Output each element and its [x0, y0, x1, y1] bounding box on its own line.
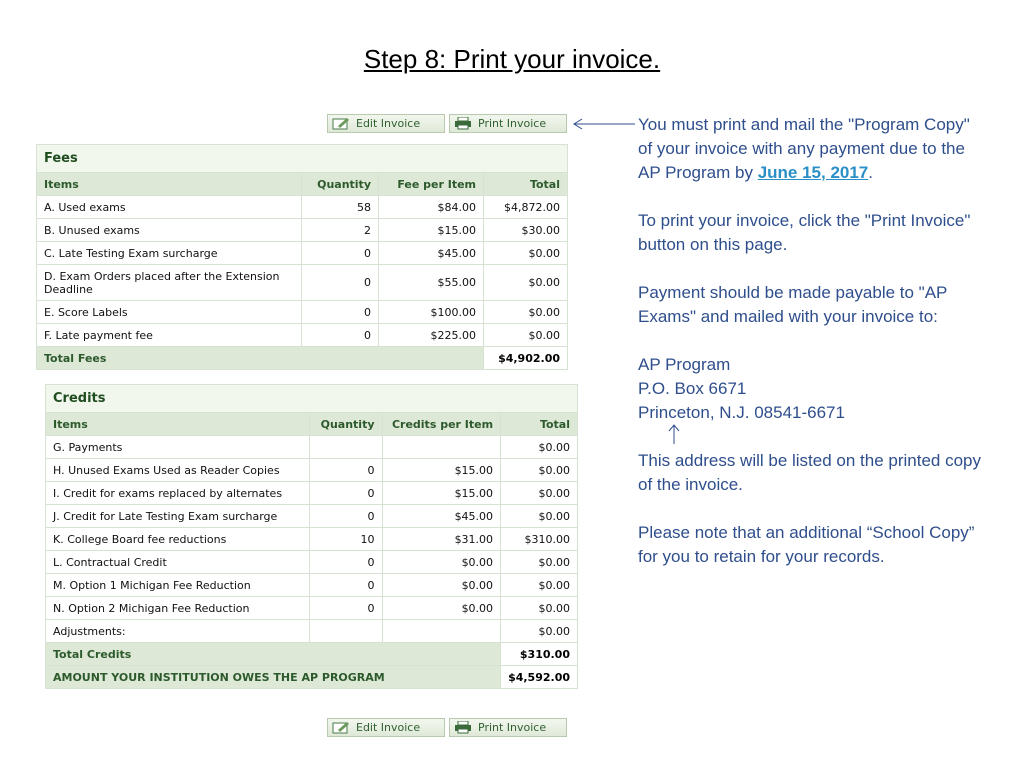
table-row [46, 459, 578, 482]
printer-icon [454, 721, 472, 734]
edit-icon [332, 721, 350, 734]
credit-qty [309, 436, 382, 459]
printer-icon [454, 117, 472, 130]
credits-table [45, 384, 578, 689]
table-row [46, 436, 578, 459]
credits-header-total: Total [501, 413, 578, 436]
table-row [46, 505, 578, 528]
credit-per-item: $15.00 [382, 482, 501, 505]
credit-item: M. Option 1 Michigan Fee Reduction [46, 574, 310, 597]
credit-total: $0.00 [501, 459, 578, 482]
note-text: . [868, 163, 873, 182]
fee-qty: 58 [302, 196, 379, 219]
address-line: P.O. Box 6671 [638, 379, 747, 398]
credit-per-item: $0.00 [382, 597, 501, 620]
note-mail-deadline [638, 113, 988, 185]
total-fees-label: Total Fees [37, 347, 484, 370]
table-row [37, 196, 568, 219]
credits-header-quantity: Quantity [309, 413, 382, 436]
table-row [46, 528, 578, 551]
table-row [46, 551, 578, 574]
fee-per-item: $225.00 [379, 324, 484, 347]
credit-item: Adjustments: [46, 620, 310, 643]
table-row [37, 219, 568, 242]
credit-qty [309, 620, 382, 643]
fee-per-item: $55.00 [379, 265, 484, 301]
credit-item: H. Unused Exams Used as Reader Copies [46, 459, 310, 482]
credit-qty: 10 [309, 528, 382, 551]
mailing-address [638, 353, 988, 425]
fees-header-fee: Fee per Item [379, 173, 484, 196]
credit-qty: 0 [309, 597, 382, 620]
credit-item: L. Contractual Credit [46, 551, 310, 574]
fee-per-item: $100.00 [379, 301, 484, 324]
fee-item: C. Late Testing Exam surcharge [37, 242, 302, 265]
fee-per-item: $15.00 [379, 219, 484, 242]
fee-qty: 0 [302, 301, 379, 324]
table-row [37, 265, 568, 301]
note-print-instructions: To print your invoice, click the "Print Invoice" button on this page. [638, 211, 971, 254]
credit-item: K. College Board fee reductions [46, 528, 310, 551]
edit-invoice-button[interactable] [327, 718, 445, 737]
fee-total: $0.00 [484, 324, 568, 347]
print-invoice-button[interactable] [449, 718, 567, 737]
credit-total: $0.00 [501, 436, 578, 459]
edit-invoice-button[interactable] [327, 114, 445, 133]
fee-item: E. Score Labels [37, 301, 302, 324]
fee-total: $0.00 [484, 242, 568, 265]
note-address-listed: This address will be listed on the printed copy of the invoice. [638, 451, 982, 494]
page-title: Step 8: Print your invoice. [363, 44, 661, 74]
table-row [46, 482, 578, 505]
edit-invoice-label: Edit Invoice [356, 721, 421, 734]
fees-title: Fees [37, 145, 568, 173]
table-row [37, 324, 568, 347]
top-button-bar [327, 114, 567, 133]
total-fees-value: $4,902.00 [484, 347, 568, 370]
table-row [37, 242, 568, 265]
credit-qty: 0 [309, 459, 382, 482]
table-row [37, 301, 568, 324]
edit-icon [332, 117, 350, 130]
credits-total-row [46, 643, 578, 666]
fees-total-row [37, 347, 568, 370]
print-invoice-label: Print Invoice [478, 117, 547, 130]
fees-header-items: Items [37, 173, 302, 196]
fee-item: B. Unused exams [37, 219, 302, 242]
credits-header-credit: Credits per Item [382, 413, 501, 436]
fee-item: A. Used exams [37, 196, 302, 219]
credit-item: G. Payments [46, 436, 310, 459]
print-invoice-button[interactable] [449, 114, 567, 133]
credit-total: $0.00 [501, 597, 578, 620]
fee-item: D. Exam Orders placed after the Extension Deadline [37, 265, 302, 301]
address-line: AP Program [638, 355, 731, 374]
credit-total: $0.00 [501, 482, 578, 505]
table-row [46, 597, 578, 620]
credit-per-item: $0.00 [382, 574, 501, 597]
fee-total: $30.00 [484, 219, 568, 242]
amount-owed-label: AMOUNT YOUR INSTITUTION OWES THE AP PROGRAM [46, 666, 501, 689]
fee-per-item: $45.00 [379, 242, 484, 265]
note-text: You must print and mail the "Program Copy" of your invoice with any payment due to the AP Program by [638, 115, 970, 182]
table-row [46, 574, 578, 597]
credit-per-item: $31.00 [382, 528, 501, 551]
fees-header-quantity: Quantity [302, 173, 379, 196]
fee-qty: 0 [302, 324, 379, 347]
bottom-button-bar [327, 718, 567, 737]
credit-per-item: $0.00 [382, 551, 501, 574]
total-credits-value: $310.00 [501, 643, 578, 666]
fee-total: $0.00 [484, 301, 568, 324]
credit-per-item: $15.00 [382, 459, 501, 482]
credit-per-item: $45.00 [382, 505, 501, 528]
credit-total: $310.00 [501, 528, 578, 551]
fee-per-item: $84.00 [379, 196, 484, 219]
fee-qty: 2 [302, 219, 379, 242]
credit-qty: 0 [309, 551, 382, 574]
fee-item: F. Late payment fee [37, 324, 302, 347]
note-school-copy: Please note that an additional “School Copy” for you to retain for your records. [638, 523, 975, 566]
amount-owed-value: $4,592.00 [501, 666, 578, 689]
credit-item: J. Credit for Late Testing Exam surcharge [46, 505, 310, 528]
arrow-left-icon [572, 116, 636, 132]
credit-total: $0.00 [501, 505, 578, 528]
credit-total: $0.00 [501, 574, 578, 597]
credit-item: N. Option 2 Michigan Fee Reduction [46, 597, 310, 620]
address-line: Princeton, N.J. 08541-6671 [638, 403, 845, 422]
note-payment: Payment should be made payable to "AP Exams" and mailed with your invoice to: [638, 283, 948, 326]
credit-total: $0.00 [501, 620, 578, 643]
amount-owed-row [46, 666, 578, 689]
print-invoice-label: Print Invoice [478, 721, 547, 734]
credits-title: Credits [46, 385, 578, 413]
credit-qty: 0 [309, 482, 382, 505]
fee-qty: 0 [302, 242, 379, 265]
fees-table [36, 144, 568, 370]
table-row [46, 620, 578, 643]
total-credits-label: Total Credits [46, 643, 501, 666]
fee-total: $4,872.00 [484, 196, 568, 219]
credit-item: I. Credit for exams replaced by alternates [46, 482, 310, 505]
credit-per-item [382, 620, 501, 643]
deadline-date: June 15, 2017 [757, 163, 869, 182]
fee-total: $0.00 [484, 265, 568, 301]
credits-header-items: Items [46, 413, 310, 436]
credit-total: $0.00 [501, 551, 578, 574]
instructions-panel [638, 113, 988, 593]
fees-header-total: Total [484, 173, 568, 196]
credit-qty: 0 [309, 574, 382, 597]
credit-per-item [382, 436, 501, 459]
edit-invoice-label: Edit Invoice [356, 117, 421, 130]
fee-qty: 0 [302, 265, 379, 301]
credit-qty: 0 [309, 505, 382, 528]
